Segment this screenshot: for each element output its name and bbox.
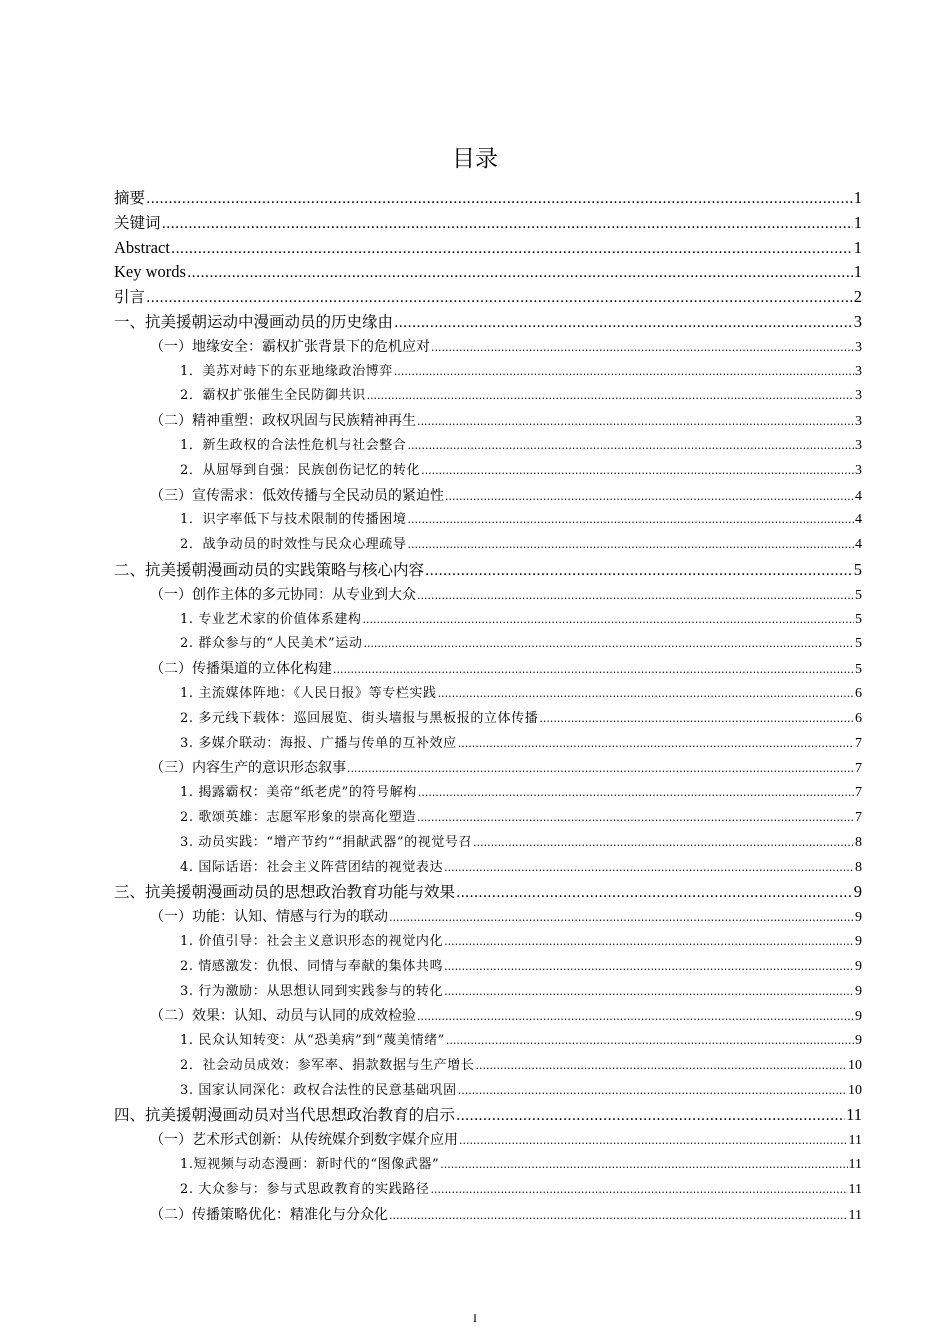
toc-entry-label: （二）精神重塑：政权巩固与民族精神再生 [150,413,416,430]
toc-entry-level-2[interactable] [114,1203,862,1228]
toc-entry-label: 1．识字率低下与技术限制的传播困境 [180,512,407,528]
toc-dot-leader [146,286,853,311]
toc-entry-label: 3. 行为激励：从思想认同到实践参与的转化 [180,983,444,999]
toc-entry-page-number: 1 [853,212,862,232]
toc-entry-page-number: 9 [855,910,862,926]
toc-entry-page-number: 9 [855,958,862,974]
toc-entry-page-number: 4 [855,512,862,528]
toc-dot-leader [407,508,854,533]
toc-entry-level-2[interactable] [114,1128,862,1153]
toc-entry-label: （三）内容生产的意识形态叙事 [150,760,346,777]
toc-entry-level-2[interactable] [114,484,862,509]
toc-entry-label: 三、抗美援朝漫画动员的思想政治教育功能与效果 [114,883,456,902]
toc-entry-page-number: 5 [855,636,862,652]
toc-entry-level-3[interactable] [114,1054,862,1079]
toc-entry-level-3[interactable] [114,732,862,757]
toc-entry-page-number: 5 [855,662,862,678]
toc-entry-level-1[interactable] [114,211,862,236]
toc-entry-page-number: 5 [855,611,862,627]
toc-dot-leader [475,1054,847,1079]
toc-entry-page-number: 1 [853,262,862,282]
toc-entry-label: 四、抗美援朝漫画动员对当代思想政治教育的启示 [114,1106,456,1125]
toc-dot-leader [363,608,854,633]
toc-entry-page-number: 9 [855,983,862,999]
toc-entry-label: Abstract [114,237,170,257]
toc-entry-page-number: 3 [855,462,862,478]
toc-entry-label: 2．从屈辱到自强：民族创伤记忆的转化 [180,462,421,478]
toc-entry-label: 2．霸权扩张催生全民防御共识 [180,388,366,404]
toc-entry-page-number: 3 [855,363,862,379]
toc-dot-leader [333,658,854,683]
toc-entry-label: 关键词 [114,213,161,232]
toc-entry-label: 1. 民众认知转变：从“恐美病”到“蔑美情绪” [180,1033,445,1049]
toc-dot-leader [456,1104,845,1129]
toc-entry-level-3[interactable] [114,508,862,533]
toc-entry-label: 1．美苏对峙下的东亚地缘政治博弈 [180,363,393,379]
toc-entry-page-number: 3 [855,388,862,404]
toc-dot-leader [407,533,854,558]
toc-entry-level-1[interactable] [114,1103,862,1128]
toc-entry-page-number: 8 [855,834,862,850]
toc-entry-level-3[interactable] [114,1079,862,1104]
toc-entry-label: 2. 群众参与的“人民美术”运动 [180,636,363,652]
toc-entry-level-1[interactable] [114,310,862,335]
toc-dot-leader [417,1005,854,1030]
toc-entry-label: 2. 多元线下载体：巡回展览、街头墙报与黑板报的立体传播 [180,710,539,726]
toc-entry-page-number: 11 [848,1133,862,1149]
toc-entry-label: （二）传播策略优化：精准化与分众化 [150,1206,388,1223]
toc-entry-label: 4. 国际话语：社会主义阵营团结的视觉表达 [180,859,444,875]
toc-entry-level-1[interactable] [114,236,862,261]
toc-entry-level-3[interactable] [114,781,862,806]
toc-entry-page-number: 11 [846,1105,862,1125]
toc-dot-leader [421,459,854,484]
toc-entry-label: 1. 专业艺术家的价值体系建构 [180,611,362,627]
toc-dot-leader [431,336,854,361]
toc-entry-label: 2. 情感激发：仇恨、同情与奉献的集体共鸣 [180,958,444,974]
toc-entry-label: （一）功能：认知、情感与行为的联动 [150,909,388,926]
page-title: 目录 [452,146,498,172]
toc-entry-page-number: 3 [853,311,862,331]
toc-dot-leader [363,632,854,657]
toc-entry-level-2[interactable] [114,905,862,930]
toc-entry-level-1[interactable] [114,285,862,310]
toc-entry-level-3[interactable] [114,384,862,409]
toc-dot-leader [458,1079,847,1104]
toc-entry-page-number: 9 [855,1009,862,1025]
toc-entry-level-2[interactable] [114,657,862,682]
toc-entry-label: （二）效果：认知、动员与认同的成效检验 [150,1008,416,1025]
toc-entry-level-3[interactable] [114,533,862,558]
toc-entry-level-2[interactable] [114,1004,862,1029]
toc-dot-leader [539,707,854,732]
toc-dot-leader [394,360,854,385]
toc-entry-label: （一）地缘安全：霸权扩张背景下的危机应对 [150,338,430,355]
toc-dot-leader [162,212,853,237]
toc-entry-page-number: 8 [855,859,862,875]
toc-dot-leader [444,856,854,881]
toc-dot-leader [444,930,854,955]
toc-entry-level-2[interactable] [114,756,862,781]
toc-dot-leader [394,311,853,336]
toc-dot-leader [459,1129,848,1154]
toc-entry-page-number: 11 [848,1207,862,1223]
toc-dot-leader [146,187,853,212]
toc-entry-page-number: 10 [848,1082,862,1098]
toc-dot-leader [431,1178,848,1203]
toc-entry-level-2[interactable] [114,583,862,608]
toc-entry-level-2[interactable] [114,409,862,434]
toc-entry-page-number: 9 [855,933,862,949]
toc-entry-label: 2. 歌颂英雄：志愿军形象的崇高化塑造 [180,809,416,825]
toc-entry-label: 1．新生政权的合法性危机与社会整合 [180,437,407,453]
page-number-footer: I [473,1311,477,1325]
toc-entry-label: 引言 [114,288,146,307]
toc-dot-leader [440,1153,847,1178]
toc-entry-label: 1. 价值引导：社会主义意识形态的视觉内化 [180,933,444,949]
toc-dot-leader [444,955,854,980]
toc-entry-page-number: 5 [853,559,862,579]
toc-entry-label: 2．社会动员成效：参军率、捐款数据与生产增长 [180,1057,475,1073]
toc-entry-level-1[interactable] [114,260,862,285]
toc-entry-page-number: 1 [853,237,862,257]
toc-entry-label: （三）宣传需求：低效传播与全民动员的紧迫性 [150,487,444,504]
toc-entry-page-number: 7 [855,785,862,801]
toc-entry-level-3[interactable] [114,682,862,707]
toc-entry-page-number: 3 [855,339,862,355]
toc-dot-leader [187,261,853,286]
toc-entry-page-number: 4 [855,537,862,553]
toc-entry-label: 一、抗美援朝运动中漫画动员的历史缘由 [114,312,394,331]
toc-dot-leader [367,384,854,409]
toc-entry-label: 3. 多媒介联动：海报、广播与传单的互补效应 [180,735,457,751]
toc-entry-label: 1.短视频与动态漫画：新时代的“图像武器” [180,1157,440,1173]
toc-entry-level-3[interactable] [114,831,862,856]
toc-entry-level-3[interactable] [114,1153,862,1178]
toc-dot-leader [473,831,854,856]
toc-entry-page-number: 11 [848,1157,862,1173]
toc-entry-label: 摘要 [114,189,146,207]
toc-entry-level-3[interactable] [114,1178,862,1203]
toc-dot-leader [407,434,854,459]
toc-entry-level-1[interactable] [114,186,862,211]
toc-entry-level-1[interactable] [114,558,862,583]
toc-entry-page-number: 2 [853,287,862,307]
toc-dot-leader [445,485,854,510]
toc-entry-page-number: 3 [855,437,862,453]
toc-entry-page-number: 10 [848,1057,862,1073]
toc-entry-label: 3. 国家认同深化：政权合法性的民意基础巩固 [180,1082,457,1098]
toc-entry-level-3[interactable] [114,360,862,385]
toc-entry-page-number: 7 [855,809,862,825]
toc-entry-level-3[interactable] [114,459,862,484]
toc-entry-page-number: 11 [848,1181,862,1197]
toc-entry-page-number: 9 [855,1033,862,1049]
toc-entry-label: 1. 揭露霸权：美帝“纸老虎”的符号解构 [180,785,417,801]
toc-entry-level-3[interactable] [114,608,862,633]
toc-dot-leader [171,237,853,262]
toc-dot-leader [418,781,854,806]
toc-entry-page-number: 7 [855,735,862,751]
toc-entry-level-3[interactable] [114,980,862,1005]
toc-entry-page-number: 3 [855,414,862,430]
toc-dot-leader [417,410,854,435]
toc-entry-label: （一）艺术形式创新：从传统媒介到数字媒介应用 [150,1132,458,1149]
toc-dot-leader [458,732,854,757]
toc-entry-page-number: 6 [855,710,862,726]
table-of-contents [114,186,862,1227]
toc-entry-level-2[interactable] [114,335,862,360]
toc-dot-leader [444,980,854,1005]
toc-entry-level-3[interactable] [114,434,862,459]
toc-dot-leader [347,757,854,782]
toc-dot-leader [438,682,854,707]
toc-entry-label: 1. 主流媒体阵地：《人民日报》等专栏实践 [180,685,437,701]
toc-entry-label: （一）创作主体的多元协同：从专业到大众 [150,586,416,603]
toc-entry-page-number: 4 [855,488,862,504]
toc-dot-leader [456,881,853,906]
toc-entry-page-number: 1 [853,188,862,207]
toc-entry-page-number: 6 [855,685,862,701]
toc-entry-page-number: 9 [853,882,862,902]
toc-entry-level-3[interactable] [114,856,862,881]
toc-entry-level-3[interactable] [114,955,862,980]
toc-entry-level-3[interactable] [114,806,862,831]
toc-dot-leader [389,1204,848,1229]
toc-dot-leader [389,906,854,931]
toc-entry-level-3[interactable] [114,632,862,657]
toc-dot-leader [417,584,854,609]
toc-entry-label: Key words [114,262,186,282]
toc-entry-level-3[interactable] [114,707,862,732]
toc-entry-level-1[interactable] [114,880,862,905]
toc-dot-leader [425,559,853,584]
toc-entry-level-3[interactable] [114,1029,862,1054]
toc-entry-page-number: 5 [855,587,862,603]
toc-entry-label: 2. 大众参与：参与式思政教育的实践路径 [180,1181,430,1197]
toc-entry-label: 二、抗美援朝漫画动员的实践策略与核心内容 [114,560,425,579]
toc-entry-page-number: 7 [855,761,862,777]
toc-dot-leader [446,1029,854,1054]
toc-dot-leader [417,806,854,831]
toc-entry-label: （二）传播渠道的立体化构建 [150,661,332,678]
toc-entry-label: 2．战争动员的时效性与民众心理疏导 [180,537,407,553]
toc-entry-level-3[interactable] [114,930,862,955]
toc-entry-label: 3. 动员实践：“增产节约”“捐献武器”的视觉号召 [180,834,473,850]
